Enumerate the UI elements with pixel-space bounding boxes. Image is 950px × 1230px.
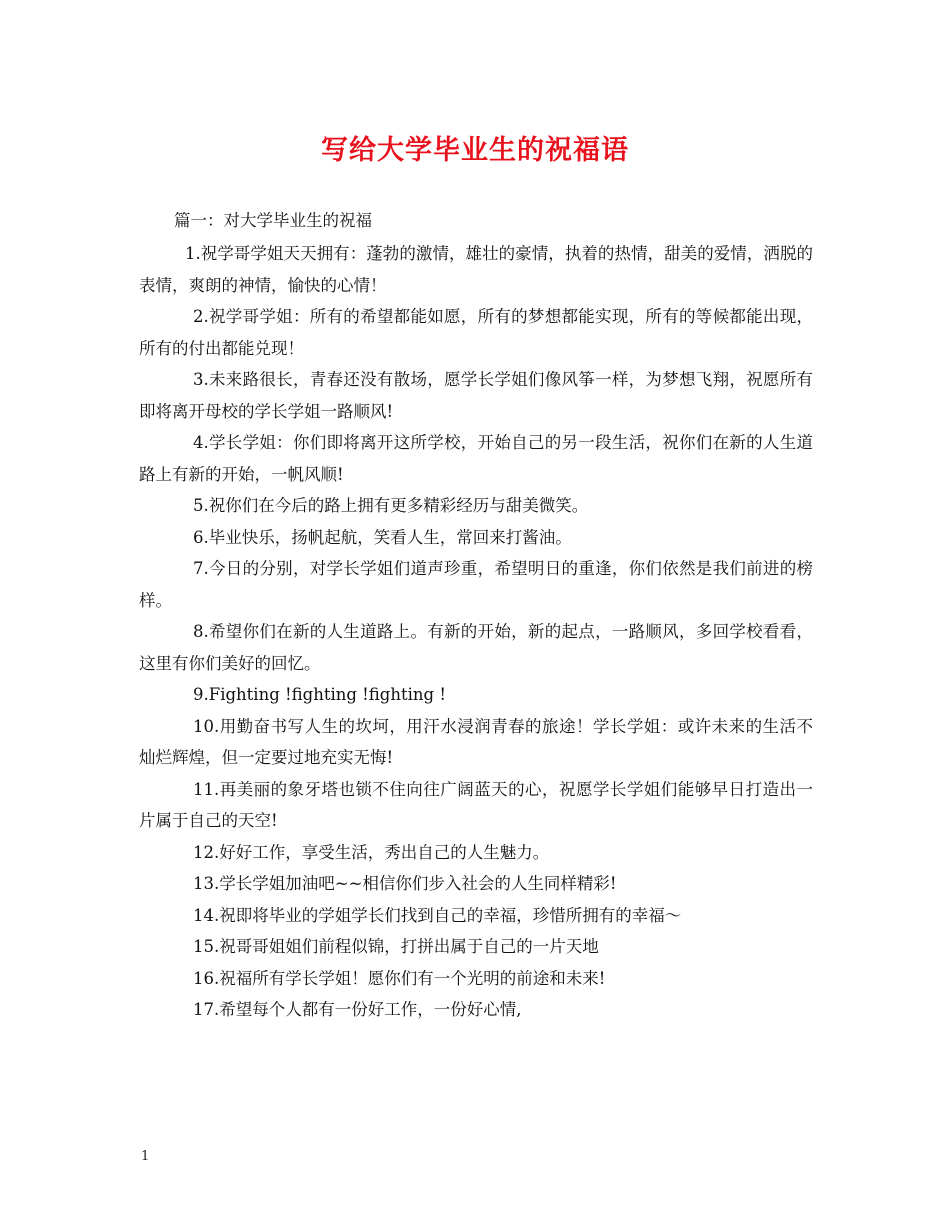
document-title: 写给大学毕业生的祝福语 [321, 135, 629, 166]
paragraph-12: 12.好好工作，享受生活，秀出自己的人生魅力。 [193, 842, 550, 862]
section-heading: 篇一：对大学毕业生的祝福 [174, 211, 372, 230]
paragraph-14: 14.祝即将毕业的学姐学长们找到自己的幸福，珍惜所拥有的幸福～ [193, 905, 682, 925]
paragraph-1: 1.祝学哥学姐天天拥有：蓬勃的激情，雄壮的豪情，执着的热情，甜美的爱情，洒脱的表情，爽朗的神情，愉快的心情！ [139, 244, 813, 295]
paragraph-13: 13.学长学姐加油吧~~相信你们步入社会的人生同样精彩! [193, 874, 617, 893]
page-number: 1 [141, 1149, 150, 1164]
document-body [139, 238, 813, 1026]
paragraph-8: 8.希望你们在新的人生道路上。有新的开始，新的起点，一路顺风，多回学校看看，这里有你们美好的回忆。 [139, 622, 813, 673]
paragraph-3: 3.未来路很长，青春还没有散场，愿学长学姐们像风筝一样，为梦想飞翔，祝愿所有即将离开母校的学长学姐一路顺风! [139, 370, 813, 421]
paragraph-7: 7.今日的分别，对学长学姐们道声珍重，希望明日的重逢，你们依然是我们前进的榜样。 [139, 559, 813, 610]
paragraph-6: 6.毕业快乐，扬帆起航，笑看人生，常回来打酱油。 [193, 527, 572, 547]
paragraph-9: 9.Fighting !fighting !fighting ! [193, 685, 446, 704]
paragraph-5: 5.祝你们在今后的路上拥有更多精彩经历与甜美微笑。 [193, 496, 589, 515]
paragraph-17: 17.希望每个人都有一份好工作，一份好心情, [193, 1000, 522, 1019]
paragraph-11: 11.再美丽的象牙塔也锁不住向往广阔蓝天的心，祝愿学长学姐们能够早日打造出一片属于自己的天空! [139, 779, 813, 830]
paragraph-2: 2.祝学哥学姐：所有的希望都能如愿，所有的梦想都能实现，所有的等候都能出现，所有的付出都能兑现！ [139, 307, 813, 358]
paragraph-4: 4.学长学姐：你们即将离开这所学校，开始自己的另一段生活，祝你们在新的人生道路上有新的开始，一帆风顺! [139, 433, 813, 484]
paragraph-10: 10.用勤奋书写人生的坎坷，用汗水浸润青春的旅途！学长学姐：或许未来的生活不灿烂辉煌，但一定要过地充实无悔! [139, 716, 813, 767]
paragraph-16: 16.祝福所有学长学姐！愿你们有一个光明的前途和未来! [193, 968, 606, 988]
paragraph-15: 15.祝哥哥姐姐们前程似锦，打拼出属于自己的一片天地 [193, 937, 599, 956]
